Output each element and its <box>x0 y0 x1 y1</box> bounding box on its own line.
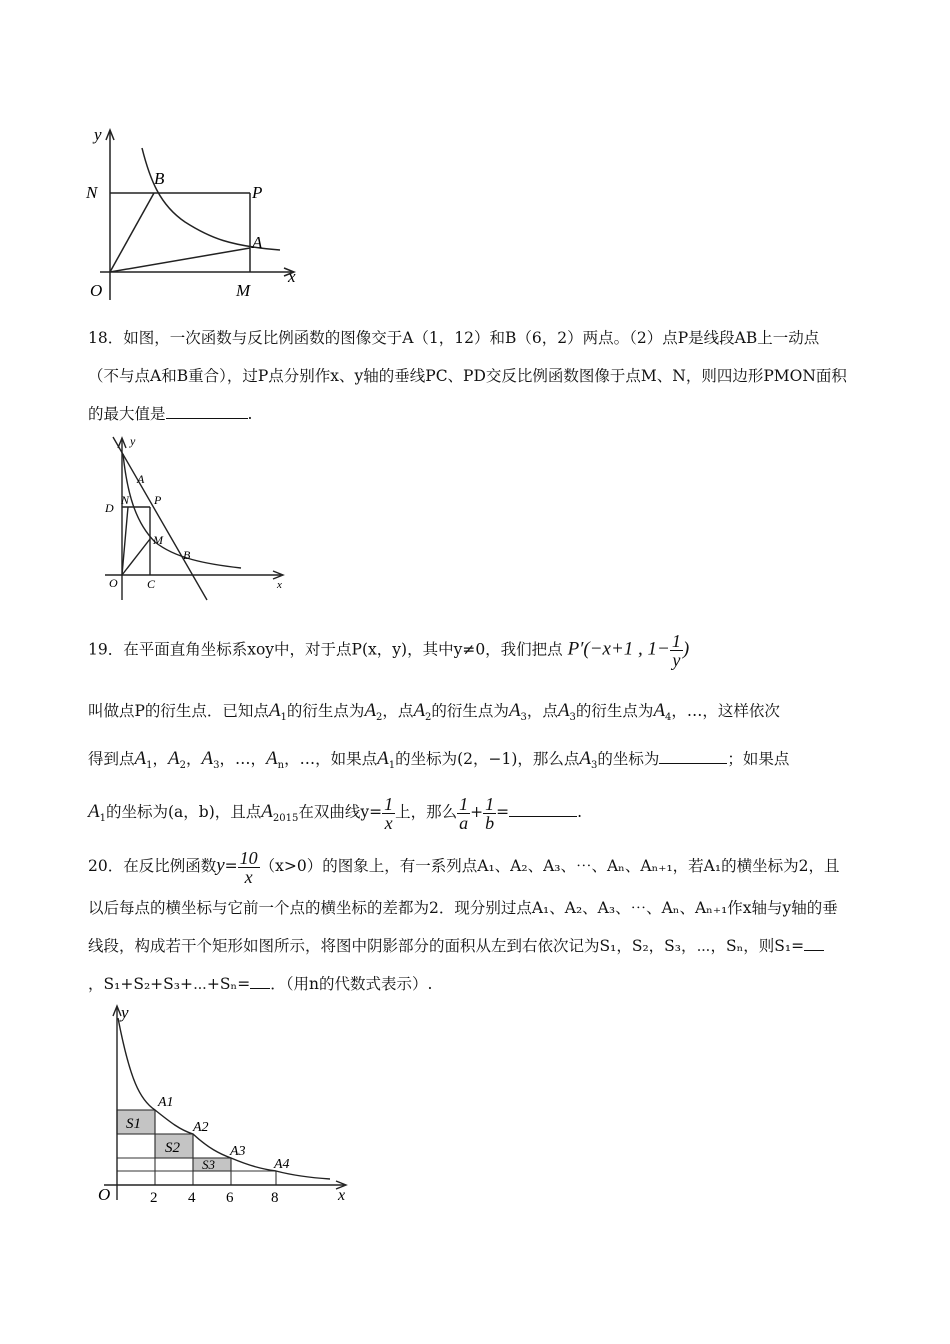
label-x: x <box>277 579 282 591</box>
frac-den: x <box>384 812 393 833</box>
label-o: O <box>98 1185 111 1204</box>
label-m: M <box>153 533 163 547</box>
q19-line4 <box>88 790 582 836</box>
text: 的坐标为 <box>597 750 660 768</box>
text: ，…，如果点 <box>284 750 378 768</box>
sub: 3 <box>520 712 527 723</box>
figure-q18 <box>95 432 295 602</box>
label-s2: S2 <box>165 1140 180 1156</box>
q19-line3 <box>88 748 789 777</box>
text: 的衍生点为 <box>431 702 509 720</box>
text: = <box>224 857 238 875</box>
frac-den: a <box>459 812 469 833</box>
q20-line1 <box>88 844 839 890</box>
text: ，…， <box>219 750 267 768</box>
frac-num: 1 <box>485 793 495 814</box>
frac-num: 10 <box>239 847 258 868</box>
sub: 4 <box>665 712 672 723</box>
var-A: A <box>413 700 426 721</box>
var-A: A <box>653 700 666 721</box>
sub: 3 <box>569 712 576 723</box>
text: ．（用n的代数式表示）. <box>270 975 433 993</box>
label-n: N <box>86 183 98 202</box>
q19-blank-2 <box>509 802 577 817</box>
text: 上，那么 <box>395 803 458 821</box>
label-y: y <box>121 1003 129 1022</box>
frac-den: y <box>672 650 681 670</box>
frac-1-over-x <box>382 795 395 832</box>
plus: + <box>470 803 484 821</box>
text: ，点 <box>382 702 414 720</box>
label-y: y <box>130 434 136 448</box>
q20-line3 <box>88 936 824 956</box>
text: 的衍生点为 <box>286 702 365 720</box>
label-d: D <box>105 501 114 515</box>
text: （x>0）的图象上，有一系列点A₁、A₂、A₃、⋯、Aₙ、Aₙ₊₁，若A₁的横坐标为2，且 <box>259 857 840 875</box>
text: 叫做点P的衍生点．已知点 <box>88 702 269 720</box>
text: 的坐标为(a，b)，且点 <box>105 803 262 821</box>
figure-q20 <box>90 1000 370 1210</box>
sub: 2 <box>179 760 186 771</box>
sub: 2015 <box>272 813 299 824</box>
q20-blank-2 <box>250 974 270 989</box>
label-b: B <box>154 169 165 188</box>
frac-num: 1 <box>459 793 469 814</box>
label-x: x <box>338 1187 346 1204</box>
label-c: C <box>147 577 156 591</box>
q19-point-formula: P′(−x+1 , 1− <box>567 638 670 660</box>
label-a4: A4 <box>274 1157 290 1172</box>
q18-line3-text: 的最大值是 <box>88 405 166 423</box>
frac-num: 1 <box>671 631 681 651</box>
text: 得到点 <box>88 750 135 768</box>
sub: 1 <box>146 760 153 771</box>
q18-line3 <box>88 404 252 424</box>
frac-1-over-a <box>457 795 470 832</box>
label-a: A <box>137 472 145 486</box>
sub: n <box>277 760 285 771</box>
frac-num: 1 <box>384 793 394 814</box>
label-b: B <box>183 548 191 562</box>
text: . <box>577 803 583 821</box>
text: ， <box>152 750 169 768</box>
text: ，S₁+S₂+S₃+⋯+Sₙ= <box>88 975 251 993</box>
frac-den: b <box>485 812 495 833</box>
tick-8: 8 <box>271 1190 279 1206</box>
text: ，…，这样依次 <box>671 702 780 720</box>
label-a3: A3 <box>230 1144 246 1159</box>
label-n: N <box>121 493 130 507</box>
sub: 3 <box>591 760 598 771</box>
q18-line2: （不与点A和B重合），过P点分别作x、y轴的垂线PC、PD交反比例函数图像于点M、N，则四边形PMON面积 <box>88 367 847 385</box>
frac-den: x <box>244 866 253 887</box>
text: 线段，构成若干个矩形如图所示，将图中阴影部分的面积从左到右依次记为S₁，S₂，S₃，⋯，Sₙ，则S₁= <box>88 937 805 955</box>
var-A: A <box>377 748 389 769</box>
text: ；如果点 <box>727 750 790 768</box>
q18-line3-end: . <box>247 405 253 423</box>
label-a: A <box>252 233 263 252</box>
text: 20．在反比例函数 <box>88 857 217 875</box>
var-A: A <box>168 748 180 769</box>
label-m: M <box>236 281 251 300</box>
q19-line2 <box>88 700 780 729</box>
q20-line4 <box>88 974 432 994</box>
q20-line2: 以后每点的横坐标与它前一个点的横坐标的差都为2．现分别过点A₁、A₂、A₃、⋯、Aₙ、Aₙ₊₁作x轴与y轴的垂 <box>88 899 838 917</box>
var-A: A <box>557 700 570 721</box>
label-p: P <box>154 493 162 507</box>
text: = <box>496 803 510 821</box>
var-y: y <box>216 855 225 876</box>
q19-paren: ) <box>682 638 690 660</box>
sub: 2 <box>376 712 383 723</box>
label-y: y <box>94 125 102 144</box>
q19-line1-text: 19．在平面直角坐标系xoy中，对于点P(x，y)，其中y≠0，我们把点 <box>88 640 563 659</box>
var-A: A <box>201 748 214 769</box>
q19-line1 <box>88 632 689 672</box>
sub: 2 <box>425 712 432 723</box>
text: 的衍生点为 <box>575 702 654 720</box>
q18-line1: 18．如图，一次函数与反比例函数的图像交于A（1，12）和B（6，2）两点。（2）点P是线段AB上一动点 <box>88 329 820 347</box>
label-a2: A2 <box>193 1120 209 1135</box>
var-A: A <box>266 748 278 769</box>
var-A: A <box>268 700 281 721</box>
frac-10-over-x <box>238 849 260 886</box>
text: ，点 <box>526 702 558 720</box>
label-a1: A1 <box>158 1095 174 1110</box>
sub: 1 <box>388 760 396 771</box>
text: 的坐标为(2，−1)，那么点 <box>395 750 580 768</box>
q19-blank-1 <box>659 749 727 764</box>
var-A: A <box>88 801 100 822</box>
sub: 1 <box>280 712 287 723</box>
var-A: A <box>261 801 273 822</box>
label-s1: S1 <box>126 1116 141 1132</box>
frac-1-over-b <box>483 795 496 832</box>
var-A: A <box>134 748 147 769</box>
sub: 3 <box>213 760 220 771</box>
tick-4: 4 <box>188 1190 196 1206</box>
sub: 1 <box>99 813 106 824</box>
q19-frac-1-over-y <box>670 632 683 669</box>
q18-answer-blank <box>166 404 248 419</box>
label-s3: S3 <box>202 1157 215 1172</box>
figure-q17 <box>80 120 310 310</box>
var-A: A <box>579 748 591 769</box>
var-A: A <box>508 700 521 721</box>
tick-2: 2 <box>150 1190 158 1206</box>
label-p: P <box>252 183 263 202</box>
label-o: O <box>109 576 118 590</box>
q20-blank-1 <box>804 936 824 951</box>
label-x: x <box>288 267 296 286</box>
var-A: A <box>364 700 377 721</box>
text: 在双曲线y= <box>298 803 383 821</box>
label-o: O <box>90 281 103 300</box>
text: ， <box>186 750 202 768</box>
tick-6: 6 <box>226 1190 234 1206</box>
